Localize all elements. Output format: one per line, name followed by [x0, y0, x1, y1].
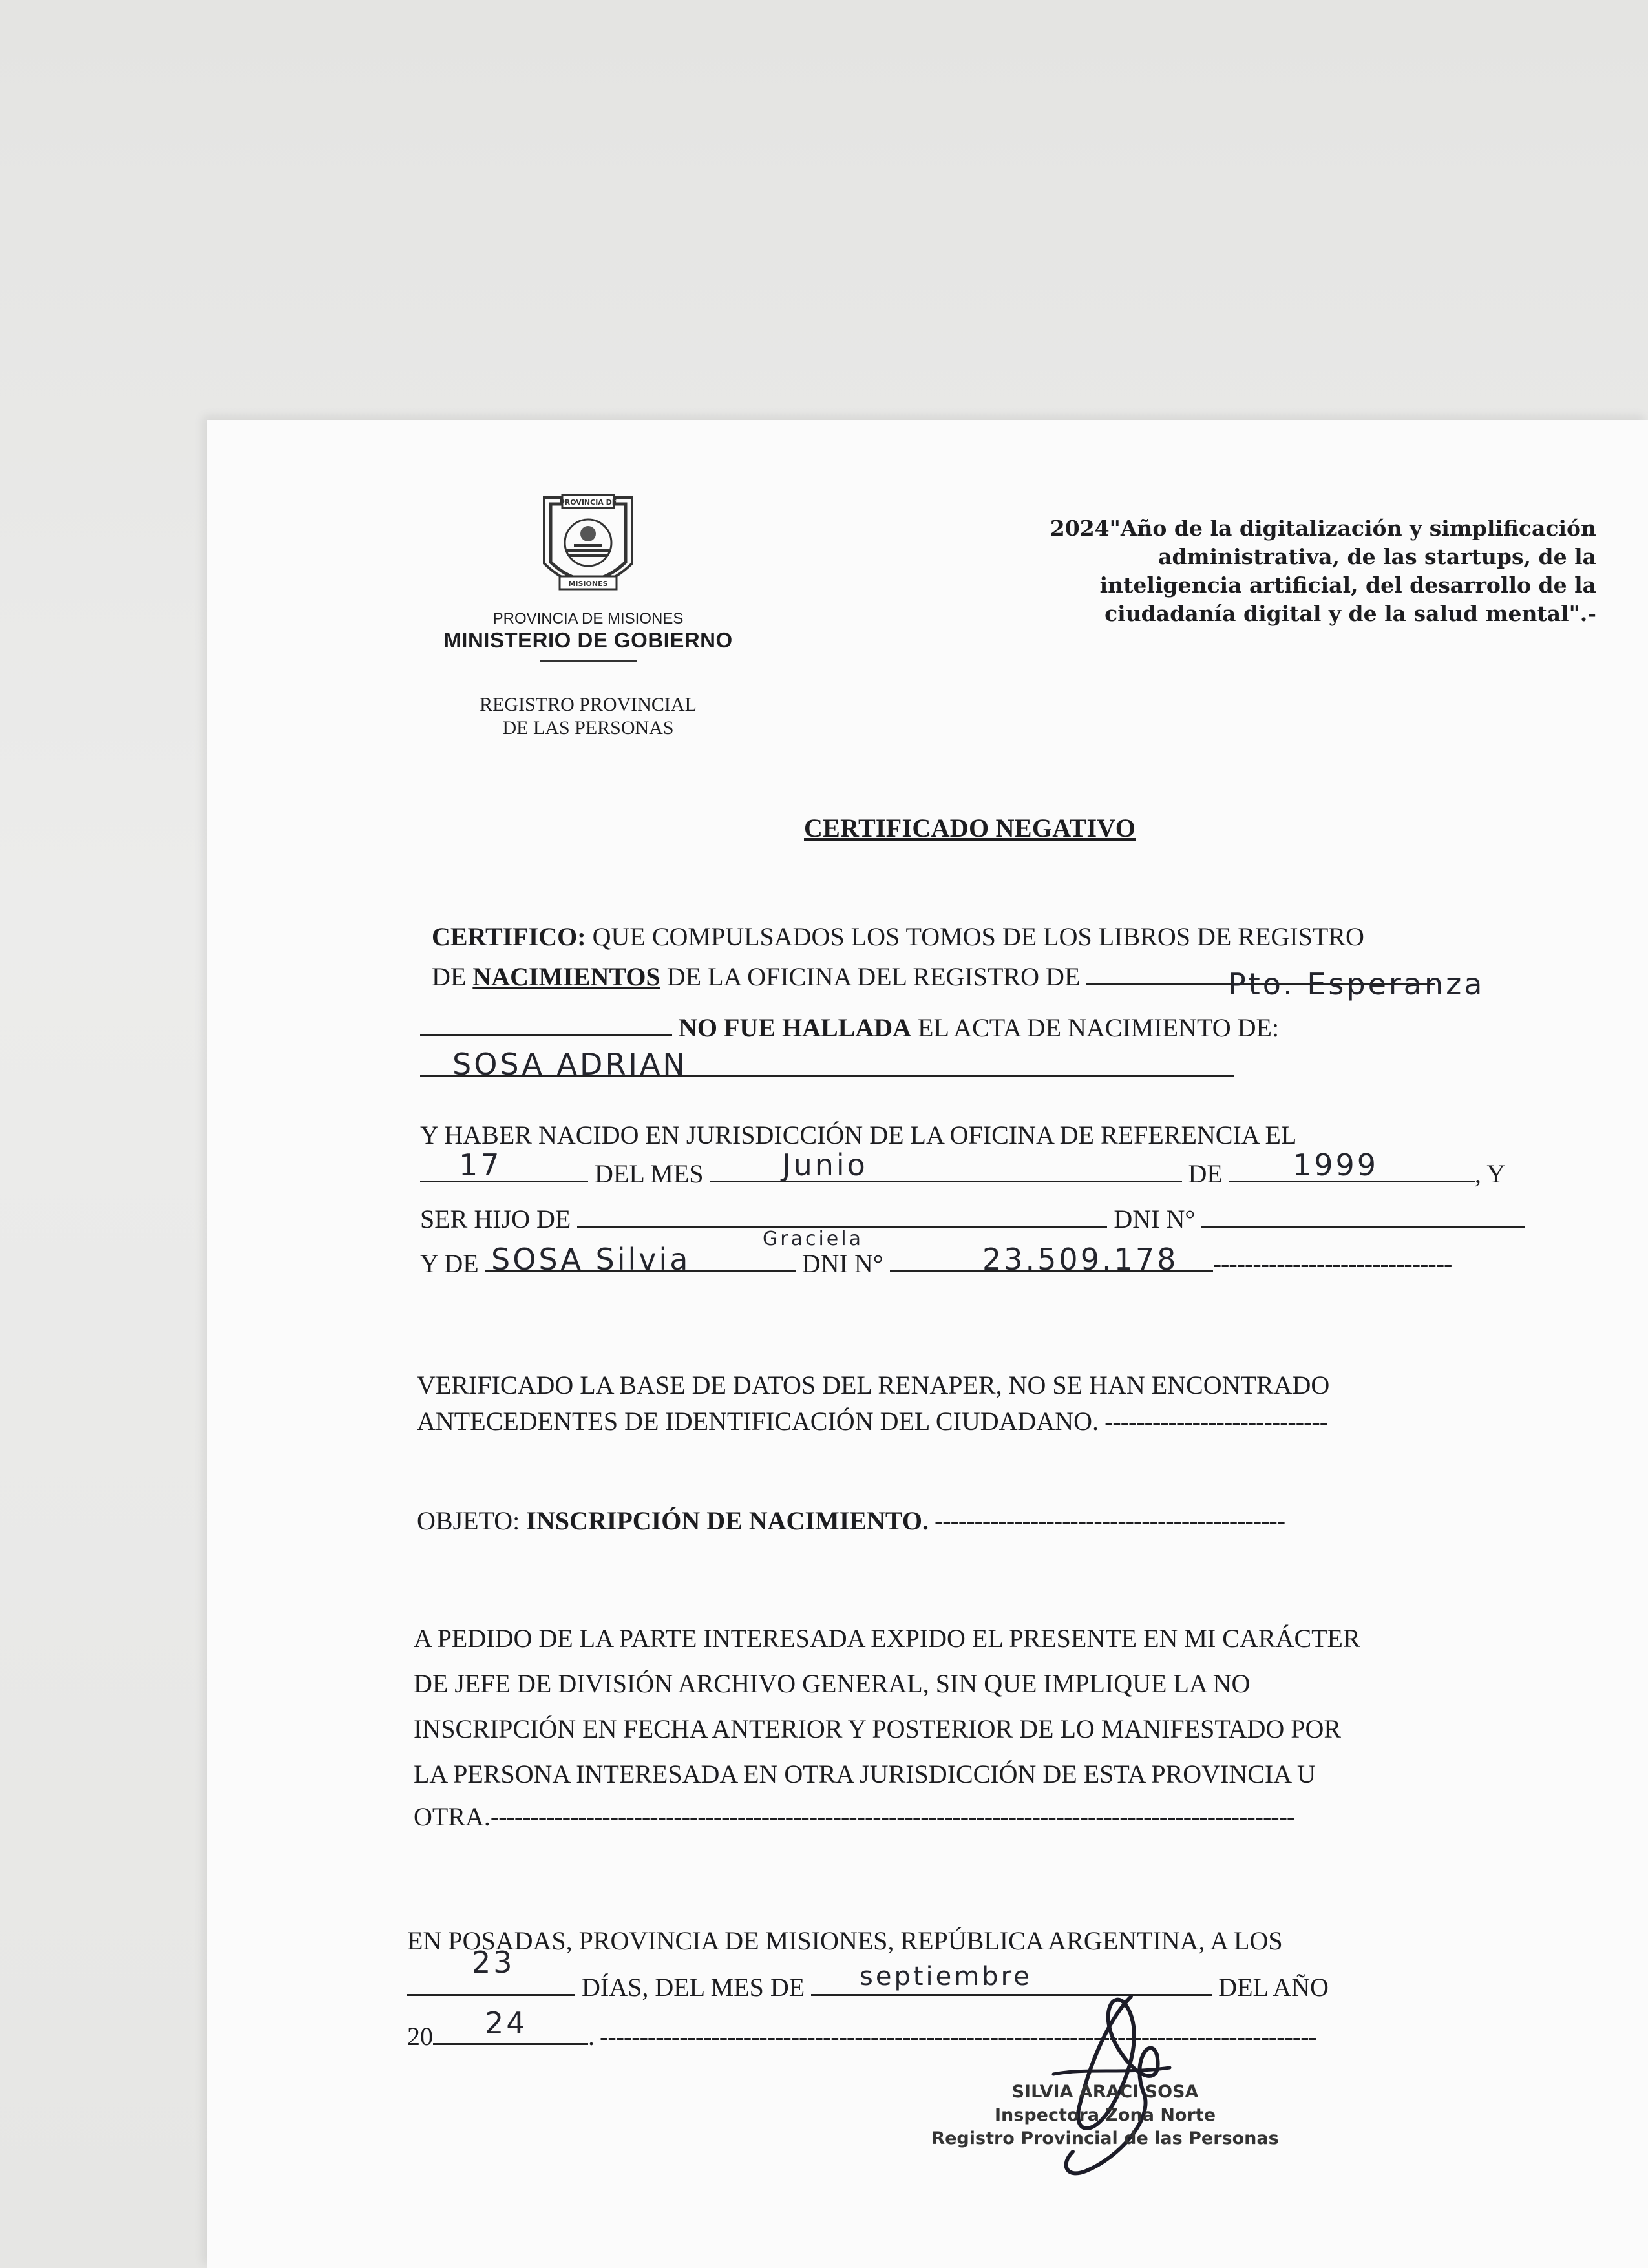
birth-month-handwritten: Junio	[782, 1148, 868, 1182]
mother-dni-handwritten: 23.509.178	[982, 1242, 1179, 1277]
province-crest-icon	[538, 491, 639, 601]
body-line8: Y DE DNI N° ------------------------------	[420, 1249, 1452, 1278]
registry-line1: REGISTRO PROVINCIAL	[480, 694, 697, 715]
issue-year-handwritten: 24	[485, 2006, 528, 2041]
body-line2: DE NACIMIENTOS DE LA OFICINA DEL REGISTRO DE	[432, 961, 1435, 992]
ministry-name: MINISTERIO DE GOBIERNO	[443, 628, 733, 652]
pedido-line2: DE JEFE DE DIVISIÓN ARCHIVO GENERAL, SIN QUE IMPLIQUE LA NO	[414, 1669, 1251, 1698]
birth-year-handwritten: 1999	[1293, 1148, 1379, 1182]
issue-day-handwritten: 23	[472, 1945, 515, 1980]
document-title: CERTIFICADO NEGATIVO	[804, 814, 1136, 843]
person-name-handwritten: SOSA ADRIAN	[452, 1047, 688, 1082]
verificado-line2: ANTECEDENTES DE IDENTIFICACIÓN DEL CIUDADANO. ----------------------------	[417, 1407, 1328, 1436]
pedido-line3: INSCRIPCIÓN EN FECHA ANTERIOR Y POSTERIOR DE LO MANIFESTADO POR	[414, 1714, 1342, 1743]
objeto-line: OBJETO: INSCRIPCIÓN DE NACIMIENTO. --------------------------------------------	[417, 1506, 1285, 1535]
anio-line: 20 . ------------------------------------------------------------------------------------------	[407, 2022, 1316, 2051]
signer-name: SILVIA ARACI SOSA	[1011, 2082, 1199, 2102]
registry-line2: DE LAS PERSONAS	[502, 717, 674, 739]
pedido-line4: LA PERSONA INTERESADA EN OTRA JURISDICCIÓN DE ESTA PROVINCIA U	[414, 1759, 1316, 1789]
province-name: PROVINCIA DE MISIONES	[492, 610, 684, 627]
body-line7: SER HIJO DE DNI N°	[420, 1204, 1525, 1235]
pedido-line5: OTRA.-----------------------------------------------------------------------------------------------------	[414, 1802, 1295, 1831]
body-line5: Y HABER NACIDO EN JURISDICCIÓN DE LA OFICINA DE REFERENCIA EL	[420, 1120, 1297, 1150]
mother-name-extra-handwritten: Graciela	[763, 1228, 863, 1250]
body-line6: DEL MES DE , Y	[420, 1159, 1505, 1190]
verificado-line1: VERIFICADO LA BASE DE DATOS DEL RENAPER, NO SE HAN ENCONTRADO	[417, 1370, 1330, 1400]
issue-month-handwritten: septiembre	[860, 1962, 1032, 1991]
mother-name-handwritten: SOSA Silvia	[491, 1242, 691, 1277]
divider	[540, 660, 637, 662]
registry-office-handwritten: Pto. Esperanza	[1228, 967, 1485, 1002]
signature-stamp	[898, 2081, 1312, 2150]
crest-text-top: PROVINCIA DE	[559, 498, 617, 507]
birth-day-handwritten: 17	[459, 1148, 502, 1182]
lugar-line: EN POSADAS, PROVINCIA DE MISIONES, REPÚBLICA ARGENTINA, A LOS	[407, 1926, 1283, 1955]
body-line3: NO FUE HALLADA EL ACTA DE NACIMIENTO DE:	[420, 1013, 1279, 1044]
year-slogan: 2024"Año de la digitalización y simplificación administrativa, de las startups, de la inteligencia artificial, del desarrollo de la ciudadanía digital y de la salud mental".-	[1050, 516, 1596, 626]
fecha-line: DÍAS, DEL MES DE DEL AÑO	[407, 1972, 1329, 2003]
signer-org: Registro Provincial de las Personas	[931, 2128, 1279, 2148]
signer-role: Inspectora Zona Norte	[994, 2105, 1216, 2125]
crest-text-bottom: MISIONES	[568, 580, 608, 588]
pedido-line1: A PEDIDO DE LA PARTE INTERESADA EXPIDO EL PRESENTE EN MI CARÁCTER	[414, 1624, 1360, 1653]
body-line1: CERTIFICO: QUE COMPULSADOS LOS TOMOS DE LOS LIBROS DE REGISTRO	[432, 922, 1364, 951]
